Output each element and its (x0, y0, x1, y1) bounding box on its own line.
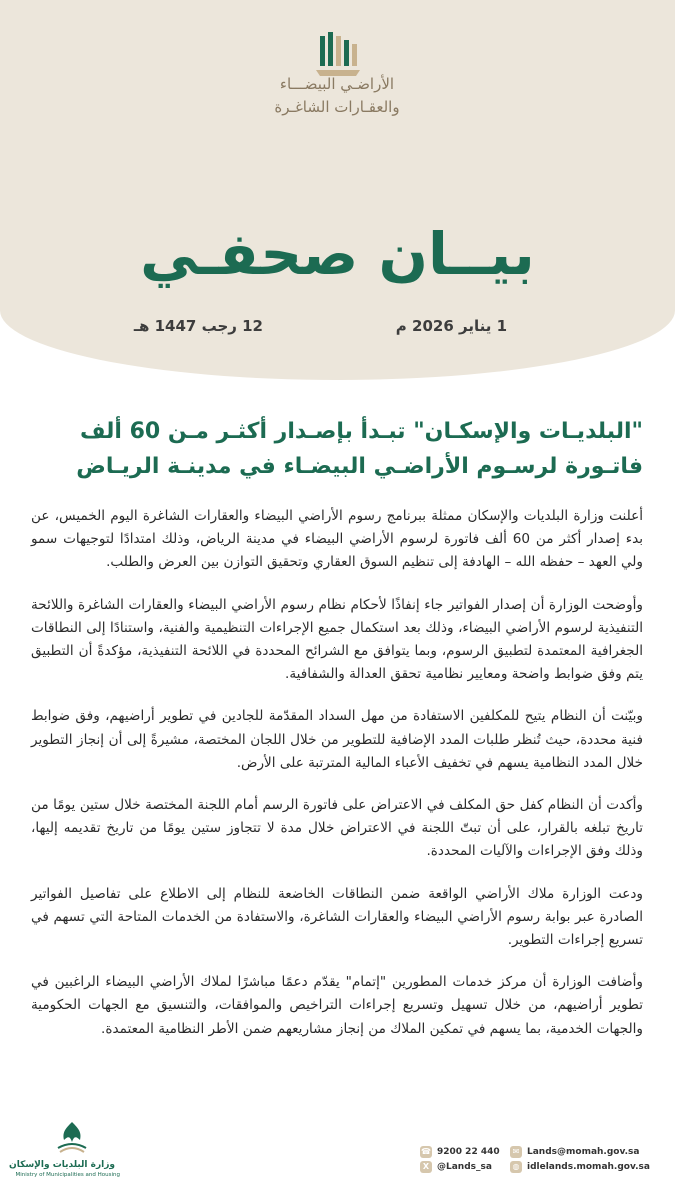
logo-text-line2: والعقـارات الشاغـرة (274, 98, 400, 116)
phone-text: 9200 22 440 (437, 1147, 500, 1157)
globe-icon: ◍ (510, 1161, 522, 1173)
x-handle-text: @Lands_sa (437, 1162, 492, 1172)
ministry-emblem-icon (52, 1118, 92, 1158)
page-title: بيــان صحفـي (140, 220, 535, 288)
contact-phone[interactable] (420, 1146, 500, 1158)
email-text: Lands@momah.gov.sa (527, 1147, 640, 1157)
email-icon: ✉ (510, 1146, 522, 1158)
logo-text-line1: الأراضـي البيضـــاء (279, 75, 395, 93)
paragraph: وبيّنت أن النظام يتيح للمكلفين الاستفادة من مهل السداد المقدّمة للجادين في تطوير أراضيهم، وفق ضوابط فنية محددة، حيث تُنظر طلبات المدد الإضافية للتطوير من خلال اللجان المختصة، مشيرةً إلى أن إنجاز التطوير خلال المدد النظامية يسهم في تخفيف الأعباء المالية المترتبة على الأرض. (31, 708, 643, 771)
paragraph: وأضافت الوزارة أن مركز خدمات المطورين "إتمام" يقدّم دعمًا مباشرًا لملاك الأراضي البيضاء الراغبين في تطوير أراضيهم، من خلال تسهيل وتسريع إجراءات التراخيص والموافقات، والتنسيق مع الجهات الحكومية والجهات الخدمية، بما يسهم في تمكين الملاك من إنجاز مشاريعهم ضمن الأطر النظامية المعتمدة. (31, 974, 643, 1037)
ministry-name-english: Ministry of Municipalities and Housing (15, 1172, 120, 1178)
contact-website[interactable] (510, 1161, 650, 1173)
website-text: idlelands.momah.gov.sa (527, 1162, 650, 1172)
paragraph: أعلنت وزارة البلديات والإسكان ممثلة ببرنامج رسوم الأراضي البيضاء والعقارات الشاغرة اليوم الخميس، عن بدء إصدار أكثر من 60 ألف فاتورة لرسوم الأراضي البيضاء في مدينة الرياض، وذلك امتدادًا لتوجيهات سمو ولي العهد – حفظه الله – الهادفة إلى تنظيم السوق العقاري وتحقيق التوازن بين العرض والطلب. (31, 508, 644, 571)
paragraph: وأكدت أن النظام كفل حق المكلف في الاعتراض على فاتورة الرسم أمام اللجنة المختصة خلال ستين يومًا من تاريخ تبلغه بالقرار، على أن تبتّ اللجنة في الاعتراض خلال مدة لا تتجاوز ستين يومًا من تاريخ تقديمه إليها، وذلك وفق الإجراءات والآليات المحددة. (31, 797, 643, 860)
headline-line1: "البلديـات والإسكـان" تبـدأ بإصـدار أكثـر مـن 60 ألف (79, 419, 643, 444)
headline (33, 414, 643, 484)
phone-icon: ☎ (421, 1147, 431, 1156)
date-hijri: 12 رجب 1447 هـ (133, 317, 263, 335)
paragraph: ودعت الوزارة ملاك الأراضي الواقعة ضمن النطاقات الخاضعة للنظام إلى الاطلاع على تفاصيل الفواتير الصادرة عبر بوابة رسوم الأراضي البيضاء والعقارات الشاغرة، والاستفادة من الخدمات المتاحة التي تسهم في تسريع إجراءات التطوير. (31, 885, 643, 949)
ministry-name-arabic: وزارة البلديات والإسكان (9, 1160, 115, 1170)
headline-line2: فاتـورة لرسـوم الأراضـي البيضـاء في مدينـة الريـاض (76, 454, 643, 479)
x-icon: X (420, 1161, 432, 1173)
contact-x[interactable] (420, 1161, 492, 1173)
date-gregorian: 1 يناير 2026 م (395, 317, 507, 335)
contact-email[interactable] (510, 1146, 639, 1158)
article-body (31, 505, 643, 1060)
paragraph: وأوضحت الوزارة أن إصدار الفواتير جاء إنفاذًا لأحكام نظام رسوم الأراضي البيضاء والعقارات الشاغرة واللائحة التنفيذية لرسوم الأراضي البيضاء، وذلك بعد استكمال جميع الإجراءات التنظيمية والفنية، واستنادًا إلى النطاقات الجغرافية المعتمدة لتطبيق الرسوم، وبما يتوافق مع الشرائح المحددة في اللائحة التنفيذية، مؤكدةً أن التطبيق يتم وفق ضوابط واضحة ومعايير نظامية تحقق العدالة والشفافية. (31, 596, 643, 683)
